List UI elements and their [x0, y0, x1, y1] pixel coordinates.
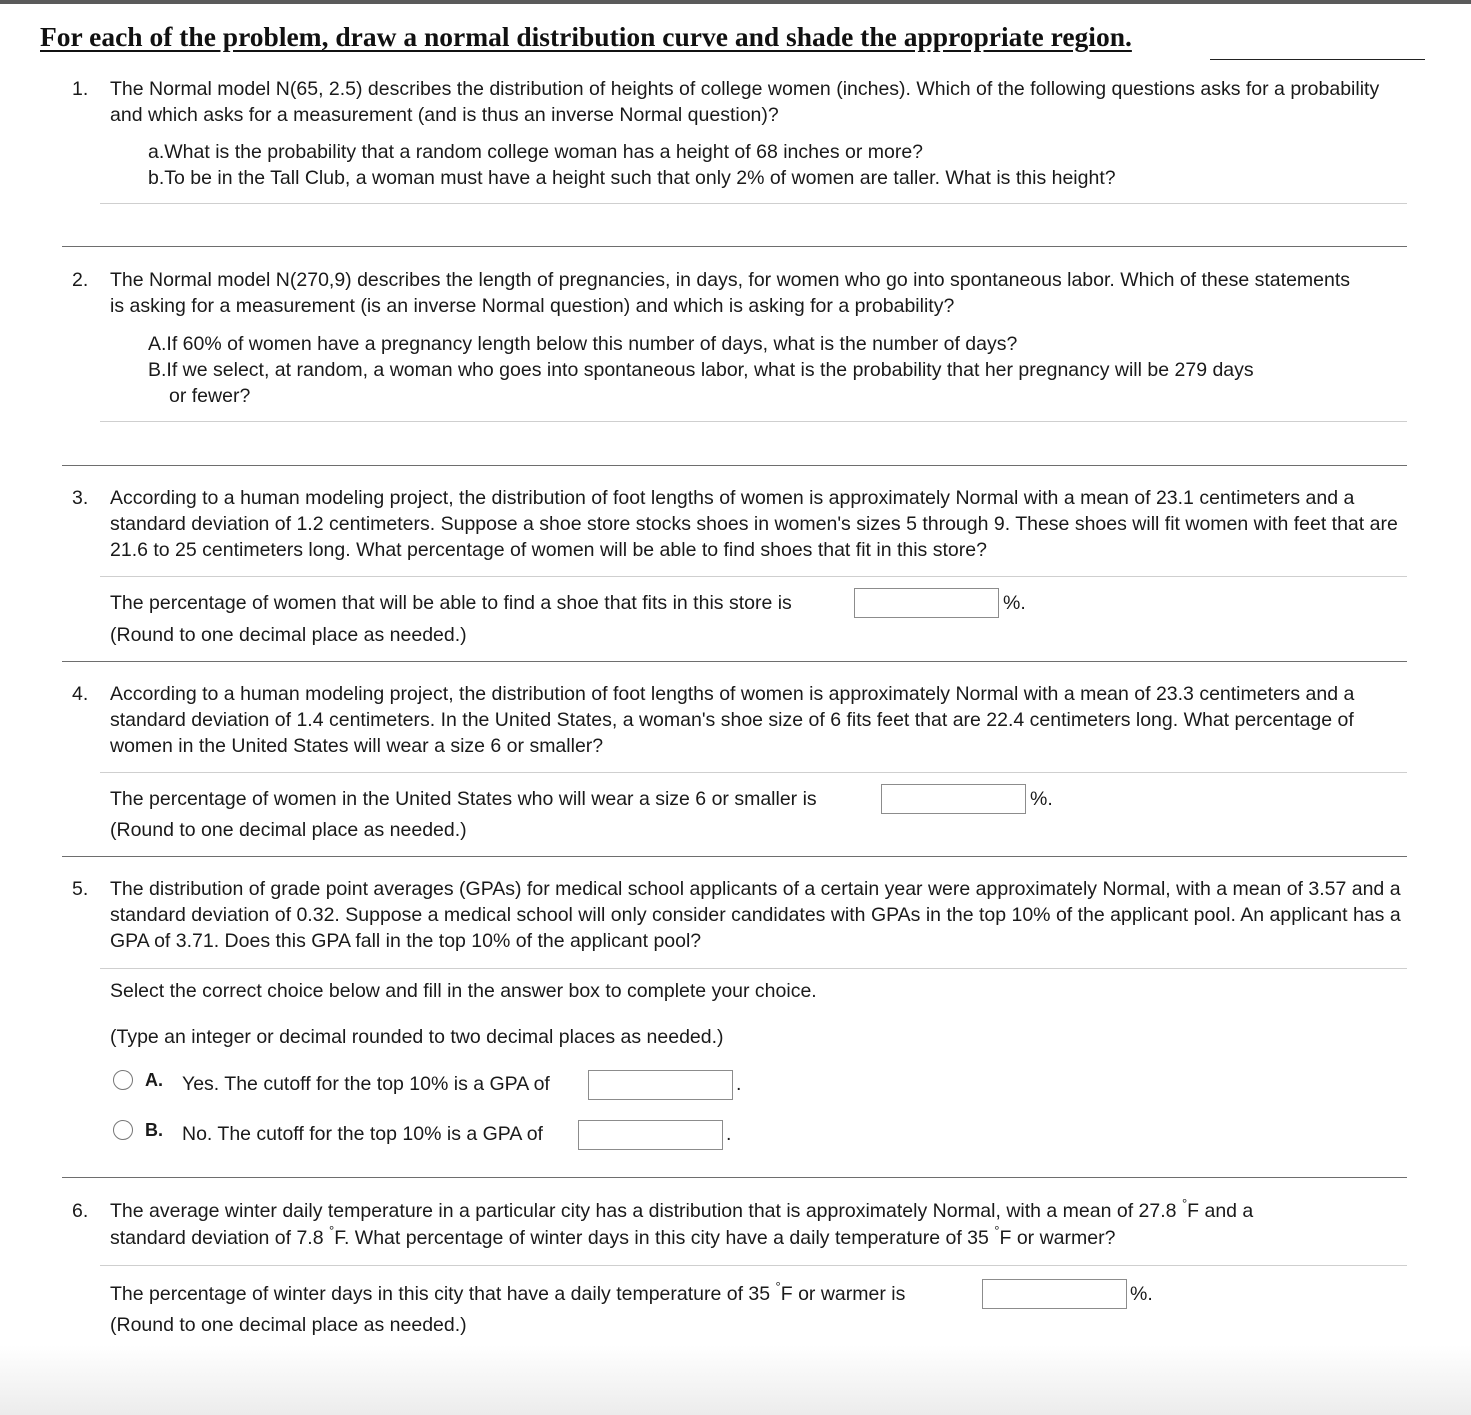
question-1-part-a: a.What is the probability that a random college woman has a height of 68 inches or more?: [148, 141, 924, 163]
divider: [100, 421, 1407, 422]
question-2-part-b: B.If we select, at random, a woman who goes into spontaneous labor, what is the probability that her pregnancy will be 279 days: [148, 359, 1254, 381]
question-6-text-line-2: [110, 1225, 1115, 1253]
choice-b-text: No. The cutoff for the top 10% is a GPA of: [182, 1123, 543, 1145]
question-6-unit: %.: [1130, 1283, 1153, 1305]
question-2-part-a: A.If 60% of women have a pregnancy length below this number of days, what is the number of days?: [148, 333, 1018, 355]
question-6-note: (Round to one decimal place as needed.): [110, 1314, 467, 1336]
question-3-unit: %.: [1003, 592, 1026, 614]
question-divider: [62, 465, 1407, 466]
question-6-number: 6.: [72, 1200, 89, 1222]
question-6-text-part-2: F and a: [1187, 1200, 1254, 1222]
question-5-note: (Type an integer or decimal rounded to two decimal places as needed.): [110, 1026, 724, 1048]
question-3-answer-input[interactable]: [854, 588, 999, 618]
choice-b-end: .: [726, 1123, 732, 1145]
question-2-part-b-cont: or fewer?: [169, 385, 251, 407]
question-2-number: 2.: [72, 269, 89, 291]
question-3-number: 3.: [72, 487, 89, 509]
question-divider: [62, 246, 1407, 247]
question-divider: [62, 856, 1407, 857]
divider: [100, 576, 1407, 577]
question-5-instruction: Select the correct choice below and fill in the answer box to complete your choice.: [110, 980, 817, 1002]
question-6-answer-prompt: [110, 1281, 905, 1309]
divider: [100, 203, 1407, 204]
question-3-answer-prompt: The percentage of women that will be able to find a shoe that fits in this store is: [110, 592, 792, 614]
question-4-number: 4.: [72, 683, 89, 705]
question-6-answer-input[interactable]: [982, 1279, 1127, 1309]
question-divider: [62, 1177, 1407, 1178]
degree-symbol: °: [775, 1279, 781, 1294]
question-6-text-line-1: [110, 1198, 1253, 1226]
question-divider: [62, 661, 1407, 662]
question-4-answer-input[interactable]: [881, 784, 1026, 814]
question-5-number: 5.: [72, 878, 89, 900]
choice-b-radio[interactable]: [113, 1120, 133, 1140]
divider: [100, 968, 1407, 969]
choice-a-answer-input[interactable]: [588, 1070, 733, 1100]
question-4-answer-prompt: The percentage of women in the United States who will wear a size 6 or smaller is: [110, 788, 817, 810]
title-rule: [1210, 59, 1425, 60]
question-1-part-b: b.To be in the Tall Club, a woman must have a height such that only 2% of women are taller. What is this height?: [148, 167, 1116, 189]
degree-symbol: °: [329, 1223, 335, 1238]
page-title: For each of the problem, draw a normal distribution curve and shade the appropriate region.: [40, 21, 1132, 52]
question-3-text: According to a human modeling project, the distribution of foot lengths of women is approximately Normal with a mean of 23.1 centimeters and a standard deviation of 1.2 centimeters. Suppose a shoe store stocks shoes in women's sizes 5 through 9. These shoes will fit women with feet that are 21.6 to 25 centimeters long. What percentage of women will be able to find shoes that fit in this store?: [110, 487, 1398, 562]
question-4-note: (Round to one decimal place as needed.): [110, 819, 467, 841]
question-4-text: According to a human modeling project, the distribution of foot lengths of women is approximately Normal with a mean of 23.3 centimeters and a standard deviation of 1.4 centimeters. In the United States, a woman's shoe size of 6 fits feet that are 22.4 centimeters long. What percentage of women in the United States will wear a size 6 or smaller?: [110, 683, 1355, 758]
choice-b-answer-input[interactable]: [578, 1120, 723, 1150]
question-6-text-part-1: The average winter daily temperature in a particular city has a distribution that is approximately Normal, with a mean of 27.8: [110, 1200, 1177, 1222]
choice-b-letter: B.: [145, 1120, 163, 1140]
choice-a-letter: A.: [145, 1070, 163, 1090]
question-6-text-part-4: F. What percentage of winter days in this city have a daily temperature of 35: [334, 1227, 989, 1249]
top-border: [0, 0, 1471, 4]
question-6-prompt-part-2: F or warmer is: [780, 1283, 906, 1305]
question-6-text-part-3: standard deviation of 7.8: [110, 1227, 324, 1249]
page-bottom-fade: [0, 1345, 1471, 1415]
question-1-text: The Normal model N(65, 2.5) describes the distribution of heights of college women (inches). Which of the following questions asks for a probability and which asks for a measurement (and is thus an inverse Normal question)?: [110, 78, 1380, 127]
question-2-text: The Normal model N(270,9) describes the length of pregnancies, in days, for women who go into spontaneous labor. Which of these statements is asking for a measurement (is an inverse Normal question) and which is asking for a probability?: [110, 269, 1351, 318]
degree-symbol: °: [994, 1223, 1000, 1238]
degree-symbol: °: [1181, 1196, 1188, 1211]
question-3-note: (Round to one decimal place as needed.): [110, 624, 467, 646]
question-6-prompt-part-1: The percentage of winter days in this city that have a daily temperature of 35: [110, 1283, 771, 1305]
question-1-number: 1.: [72, 78, 89, 100]
divider: [100, 1265, 1407, 1266]
choice-a-text: Yes. The cutoff for the top 10% is a GPA of: [182, 1073, 550, 1095]
question-6-text-part-5: F or warmer?: [999, 1227, 1116, 1249]
question-4-unit: %.: [1030, 788, 1053, 810]
choice-a-end: .: [736, 1073, 742, 1095]
question-5-text: The distribution of grade point averages (GPAs) for medical school applicants of a certain year were approximately Normal, with a mean of 3.57 and a standard deviation of 0.32. Suppose a medical school will only consider candidates with GPAs in the top 10% of the applicant pool. An applicant has a GPA of 3.71. Does this GPA fall in the top 10% of the applicant pool?: [110, 878, 1401, 953]
divider: [100, 772, 1407, 773]
choice-a-radio[interactable]: [113, 1070, 133, 1090]
